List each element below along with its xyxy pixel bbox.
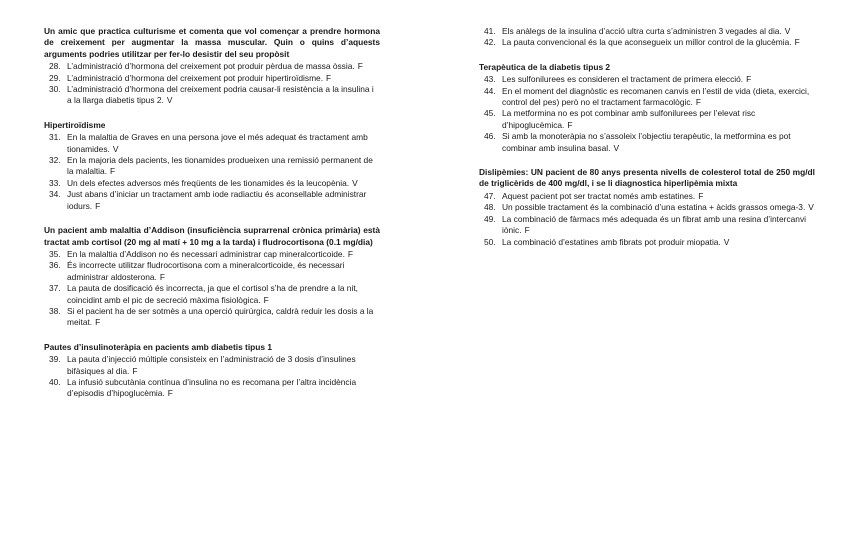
question-item xyxy=(44,283,380,306)
question-text: L’administració d’hormona del creixement podria causar-li resistència a la insulina i a la llarga diabetis tipus 2. xyxy=(67,84,374,106)
answer-mark: V xyxy=(613,142,620,153)
question-number: 31. xyxy=(49,132,61,143)
answer-mark: F xyxy=(357,61,363,72)
answer-mark: F xyxy=(746,74,752,85)
question-item xyxy=(44,155,380,178)
question-item xyxy=(44,73,380,84)
question-text: En la malaltia de Graves en una persona jove el més adequat és tractament amb tionamides. xyxy=(67,132,368,154)
question-number: 30. xyxy=(49,84,61,95)
question-text: En el moment del diagnòstic es recomanen canvis en l’estil de vida (dieta, exercici, control del pes) però no el tractament farmacològic. xyxy=(502,85,810,108)
question-item xyxy=(44,354,380,377)
section-heading: Terapèutica de la diabetis tipus 2 xyxy=(479,61,611,72)
question-text: L’administració d’hormona del creixement pot produir hipertiroïdisme. xyxy=(67,72,324,83)
question-item xyxy=(44,306,380,329)
question-item xyxy=(479,37,815,48)
answer-mark: F xyxy=(794,37,800,48)
answer-mark: V xyxy=(352,177,358,188)
question-number: 37. xyxy=(49,283,61,294)
question-number: 47. xyxy=(484,190,496,201)
answer-mark: F xyxy=(326,72,332,83)
section-heading: Un amic que practica culturisme et comenta que vol començar a prendre hormona de creixement per augmentar la massa muscular. Quin o quins d’aquests arguments podries utilitzar per fer-lo desistir del seu propòsit xyxy=(44,26,380,59)
right-column xyxy=(479,26,815,261)
question-item xyxy=(44,84,380,107)
question-item xyxy=(479,214,815,237)
answer-mark: F xyxy=(132,365,138,376)
answer-mark: V xyxy=(808,202,814,213)
question-text: Just abans d’iniciar un tractament amb iode radiactiu és aconsellable administrar iodurs. xyxy=(67,189,367,211)
section-hyperthyroidism xyxy=(44,120,380,212)
question-number: 46. xyxy=(484,131,496,142)
question-number: 39. xyxy=(49,354,61,365)
question-number: 41. xyxy=(484,26,496,36)
question-number: 42. xyxy=(484,37,496,48)
question-item xyxy=(479,108,815,131)
question-text: La pauta d’injecció múltiple consisteix en l’administració de 3 dosis d’insulines bifàsiques al dia. xyxy=(67,354,356,376)
section-diabetes-type2 xyxy=(479,62,815,154)
question-item xyxy=(44,178,380,189)
question-text: Un possible tractament és la combinació d’una estatina + àcids grassos omega-3. xyxy=(502,202,806,213)
question-number: 38. xyxy=(49,305,61,316)
question-text: Un dels efectes adversos més freqüents de les tionamides és la leucopènia. xyxy=(67,177,350,188)
answer-mark: F xyxy=(167,388,173,399)
answer-mark: V xyxy=(166,95,173,106)
question-number: 34. xyxy=(49,189,61,200)
answer-mark: F xyxy=(698,190,704,201)
answer-mark: F xyxy=(567,119,573,130)
question-number: 29. xyxy=(49,72,61,83)
question-text: La pauta convencional és la que aconsegueix un millor control de la glucèmia. xyxy=(502,37,792,48)
answer-mark: F xyxy=(263,294,269,305)
answer-mark: F xyxy=(159,271,165,282)
question-number: 35. xyxy=(49,248,61,259)
question-text: És incorrecte utilitzar fludrocortisona com a mineralcorticoide, és necessari administrar aldosterona. xyxy=(67,260,345,282)
question-text: La combinació de fàrmacs més adequada és un fibrat amb una resina d’intercanvi iònic. xyxy=(502,213,806,236)
question-text: Si amb la monoteràpia no s’assoleix l’objectiu terapèutic, la metformina es pot combinar amb insulina basal. xyxy=(502,131,791,153)
section-heading: Un pacient amb malaltia d’Addison (insuficiència suprarrenal crònica primària) està tractat amb cortisol (20 mg al matí + 10 mg a la tarda) i fludrocortisona (0.1 mg/dia) xyxy=(44,225,380,247)
question-number: 48. xyxy=(484,202,496,213)
question-item xyxy=(479,191,815,202)
question-text: Si el pacient ha de ser sotmès a una operció quirúrgica, caldrà reduir les dosis a la meitat. xyxy=(67,305,374,328)
answer-mark: V xyxy=(784,26,791,36)
question-item xyxy=(44,189,380,212)
answer-mark: F xyxy=(347,248,354,259)
question-number: 50. xyxy=(484,236,496,247)
answer-mark: F xyxy=(95,317,101,328)
section-growth-hormone xyxy=(44,26,380,107)
section-heading: Dislipèmies: UN pacient de 80 anys presenta nivells de colesterol total de 250 mg/dl de triglicèrids de 400 mg/dl, i se li diagnostica hiperlipèmia mixta xyxy=(479,167,815,189)
section-insulin-continued xyxy=(479,26,815,49)
question-item xyxy=(44,249,380,260)
question-text: La pauta de dosificació és incorrecta, ja que el cortisol s’ha de prendre a la nit, coincidint amb el pic de secreció màxima fisiològica. xyxy=(67,283,358,305)
question-text: La combinació d’estatines amb fibrats pot produir miopatia. xyxy=(502,236,721,247)
question-text: La infusió subcutània contínua d’insulina no es recomana per l’altra incidència d’episodis d’hipoglucèmia. xyxy=(67,376,357,399)
section-heading: Hipertiroïdisme xyxy=(44,119,106,130)
question-number: 49. xyxy=(484,213,496,224)
question-item xyxy=(479,131,815,154)
question-item xyxy=(479,74,815,85)
question-item xyxy=(479,202,815,213)
question-text: Aquest pacient pot ser tractat només amb estatines. xyxy=(502,190,696,201)
question-item xyxy=(479,237,815,248)
question-item xyxy=(44,61,380,72)
question-number: 40. xyxy=(49,376,61,387)
left-column xyxy=(44,26,380,413)
question-number: 36. xyxy=(49,260,61,271)
section-addison xyxy=(44,225,380,329)
question-item xyxy=(44,132,380,155)
question-number: 43. xyxy=(484,74,496,85)
question-number: 33. xyxy=(49,177,61,188)
question-text: En la majoria dels pacients, les tionamides produeixen una remissió permanent de la malaltia. xyxy=(67,155,373,177)
question-number: 28. xyxy=(49,61,61,72)
answer-mark: F xyxy=(95,200,101,211)
answer-mark: F xyxy=(695,97,701,108)
section-heading: Pautes d’insulinoteràpia en pacients amb diabetis tipus 1 xyxy=(44,341,273,352)
question-number: 45. xyxy=(484,108,496,119)
question-number: 44. xyxy=(484,85,496,96)
question-item xyxy=(479,86,815,109)
question-text: Les sulfonilurees es consideren el tractament de primera elecció. xyxy=(502,74,744,85)
question-number: 32. xyxy=(49,155,61,166)
question-text: Els anàlegs de la insulina d’acció ultra curta s’administren 3 vegades al dia. xyxy=(502,26,782,36)
answer-mark: V xyxy=(723,236,730,247)
question-text: En la malaltia d’Addison no és necessari administrar cap mineralcorticoide. xyxy=(67,248,345,259)
question-text: La metformina no es pot combinar amb sulfonilurees per l’elevat risc d’hipoglucèmica. xyxy=(502,108,756,130)
answer-mark: F xyxy=(524,225,530,236)
question-text: L’administració d’hormona del creixement pot produir pèrdua de massa òssia. xyxy=(67,61,355,72)
section-dyslipidemia xyxy=(479,167,815,248)
question-item xyxy=(44,260,380,283)
question-item xyxy=(479,26,815,37)
section-insulin-type1 xyxy=(44,342,380,400)
answer-mark: F xyxy=(110,166,116,177)
question-item xyxy=(44,377,380,400)
answer-mark: V xyxy=(112,143,119,154)
